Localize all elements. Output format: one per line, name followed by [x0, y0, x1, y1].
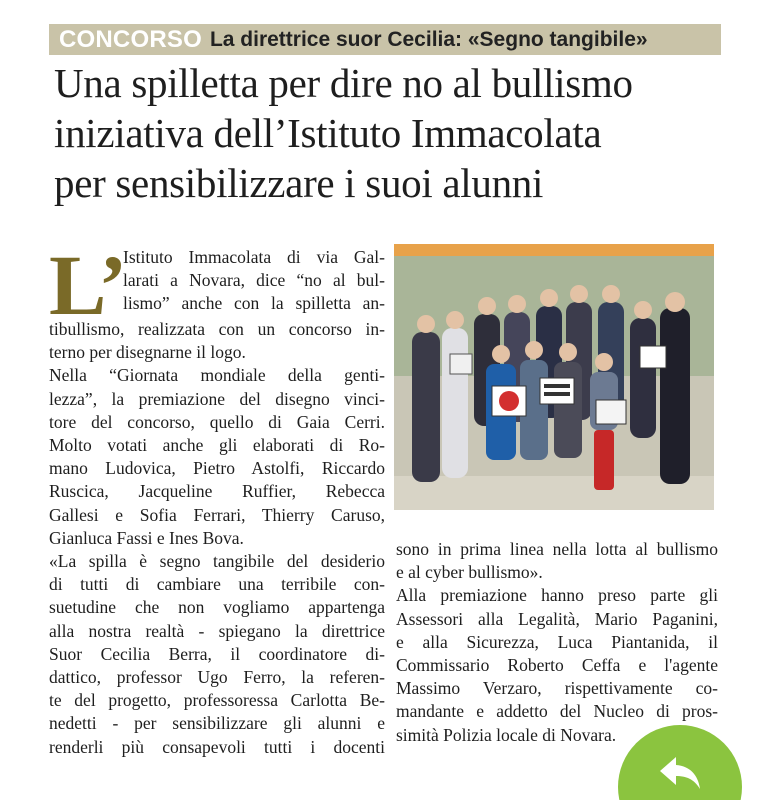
text-line: Molto votati anche gli elaborati di Ro- — [49, 435, 385, 456]
text-line: sono in prima linea nella lotta al bullismo — [396, 539, 718, 559]
text-line: mandante e addetto del Nucleo di pros- — [396, 701, 718, 722]
headline-line: per sensibilizzare i suoi alunni — [54, 160, 544, 206]
text-line: Assessori alla Legalità, Mario Paganini, — [396, 608, 718, 629]
text-line: mano Ludovica, Pietro Astolfi, Riccardo — [49, 458, 385, 479]
text-line: renderli più consapevoli tutti i docenti — [49, 736, 385, 757]
group-photo — [394, 244, 714, 510]
text-line: Commissario Roberto Ceffa e l'agente — [396, 655, 718, 676]
headline-line: Una spilletta per dire no al bullismo — [54, 60, 633, 106]
text-line: Suor Cecilia Berra, il coordinatore di- — [49, 643, 385, 664]
kicker-tag: CONCORSO — [59, 25, 202, 53]
section-kicker — [49, 24, 721, 55]
text-line: terno per disegnarne il logo. — [49, 342, 246, 363]
text-line: alla nostra realtà - spiegano la direttrice — [49, 620, 385, 641]
text-line: lismo” anche con la spilletta an- — [123, 293, 385, 314]
headline — [54, 58, 754, 208]
text-line: te del progetto, professoressa Carlotta Be- — [49, 690, 385, 711]
drop-cap: L’ — [49, 237, 128, 333]
article-column-right — [396, 538, 718, 747]
text-line: Gianluca Fassi e Ines Bova. — [49, 527, 244, 548]
text-line: suetudine che non vogliamo appartenga — [49, 597, 385, 618]
text-line: e al cyber bullismo». — [396, 562, 543, 583]
group-photo-illustration — [394, 244, 714, 510]
kicker-text: La direttrice suor Cecilia: «Segno tangibile» — [209, 27, 648, 51]
text-line: tibullismo, realizzata con un concorso in- — [49, 319, 385, 339]
text-line: di tutti di cambiare una terribile con- — [49, 574, 385, 595]
text-line: nedetti - per sensibilizzare gli alunni e — [49, 713, 385, 734]
headline-line: iniziativa dell’Istituto Immacolata — [54, 110, 602, 156]
text-line: Ruscica, Jacqueline Ruffier, Rebecca — [49, 481, 385, 502]
text-line: tore del concorso, quello di Gaia Cerri. — [49, 411, 385, 432]
share-arrow-icon — [656, 753, 704, 793]
text-line: Gallesi e Sofia Ferrari, Thierry Caruso, — [49, 504, 385, 525]
text-line: Nella “Giornata mondiale della genti- — [49, 365, 385, 386]
text-line: simità Polizia locale di Novara. — [396, 724, 617, 745]
text-line: Alla premiazione hanno preso parte gli — [396, 585, 718, 606]
text-line: lezza”, la premiazione del disegno vinci- — [49, 388, 385, 409]
text-line: Istituto Immacolata di via Gal- — [123, 247, 385, 267]
text-line: larati a Novara, dice “no al bul- — [123, 270, 385, 291]
text-line: e alla Sicurezza, Luca Piantanida, il — [396, 631, 718, 652]
text-line: Massimo Verzaro, rispettivamente co- — [396, 678, 718, 699]
article-column-left — [49, 237, 385, 759]
text-line: dattico, professor Ugo Ferro, la referen- — [49, 667, 385, 688]
text-line: «La spilla è segno tangibile del desiderio — [49, 551, 385, 572]
